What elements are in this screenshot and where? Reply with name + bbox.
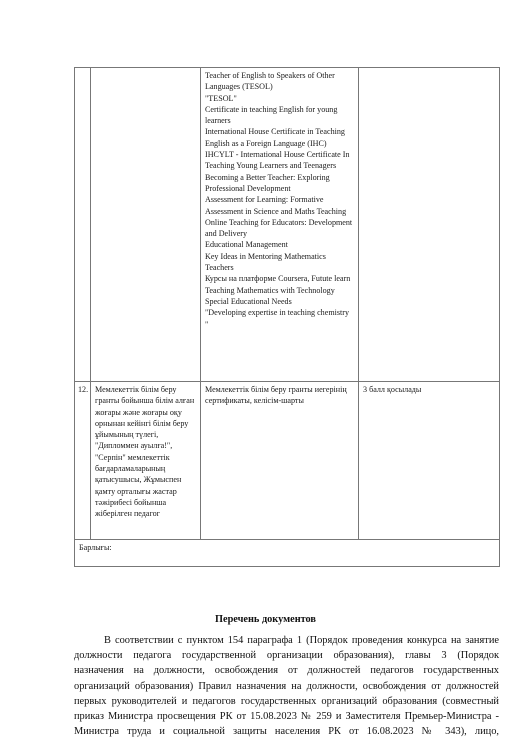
certificate-item: Special Educational Needs xyxy=(205,296,292,306)
score-text: 3 балл қосылады xyxy=(359,382,500,540)
certificate-item: Teaching Mathematics with Technology xyxy=(205,285,335,295)
criteria-table xyxy=(74,67,500,567)
certificate-item: Becoming a Better Teacher: Exploring Professional Development xyxy=(205,172,330,193)
criterion-cell xyxy=(91,68,201,382)
certificate-item: "Developing expertise in teaching chemistry " xyxy=(205,308,349,329)
certificate-item: Курсы на платформе Coursera, Futute learn xyxy=(205,274,351,284)
row-number: 12. xyxy=(75,382,91,540)
certificates-cell xyxy=(201,68,359,382)
paragraph-line: приказ Министра просвещения РК от 15.08.2023 № 259 и Заместителя Премьер-Министра - xyxy=(74,711,499,723)
paragraph-line: должности педагога государственной организации образования), главы 3 (Порядок xyxy=(74,650,499,662)
certificate-item: Teacher of English to Speakers of Other Languages (TESOL) xyxy=(205,71,335,92)
certificate-item: International House Certificate in Teaching English as a Foreign Language (IHC) xyxy=(205,127,345,148)
certificate-item: Online Teaching for Educators: Development and Delivery xyxy=(205,217,353,239)
section-heading: Перечень документов xyxy=(215,614,316,625)
table-row-certificates xyxy=(75,68,500,382)
paragraph-line: первых руководителей и педагогов государственных организаций образования (совместный xyxy=(74,695,499,707)
paragraph-line: Министра труда и социальной защиты населения РК от 16.08.2023 № 343), лицо, xyxy=(74,726,499,738)
body-paragraph xyxy=(74,633,499,739)
certificate-item: IHCYLT - International House Certificate In Teaching Young Learners and Teenagers xyxy=(205,150,350,171)
certificate-item: Certificate in teaching English for young learners xyxy=(205,104,338,126)
table-row-total xyxy=(75,540,500,567)
certificate-item: Assessment for Learning: Formative Assessment in Science and Maths Teaching xyxy=(205,195,347,216)
document-text: Мемлекеттік білім беру гранты иегерінің сертификаты, келісім-шарты xyxy=(201,382,359,540)
table-row-12 xyxy=(75,382,500,540)
number-cell xyxy=(75,68,91,382)
paragraph-line: назначения на должности, освобождения от должностей педагогов государственных xyxy=(74,665,499,677)
paragraph-line: организаций образования) Правил назначения на должности, освобождения от должностей xyxy=(74,680,499,692)
certificate-item: "TESOL" xyxy=(205,93,237,103)
criterion-text: Мемлекеттік білім беру гранты бойынша білім алған жоғары және жоғары оқу орнынан кейінгі білім беру ұйымының түлегі, "Дипломмен ауылға!", "Серпін" мемлекеттік бағдарламаларының қатысушысы, Жұмыспен қамту орталығы жастар тәжірибесі бойынша жіберілген педагог xyxy=(91,382,201,540)
paragraph-line: В соответствии с пунктом 154 параграфа 1 (Порядок проведения конкурса на занятие xyxy=(104,635,499,646)
score-cell xyxy=(359,68,500,382)
certificate-item: Educational Management xyxy=(205,240,288,250)
total-label: Барлығы: xyxy=(75,540,500,567)
certificate-item: Key Ideas in Mentoring Mathematics Teachers xyxy=(205,251,326,273)
